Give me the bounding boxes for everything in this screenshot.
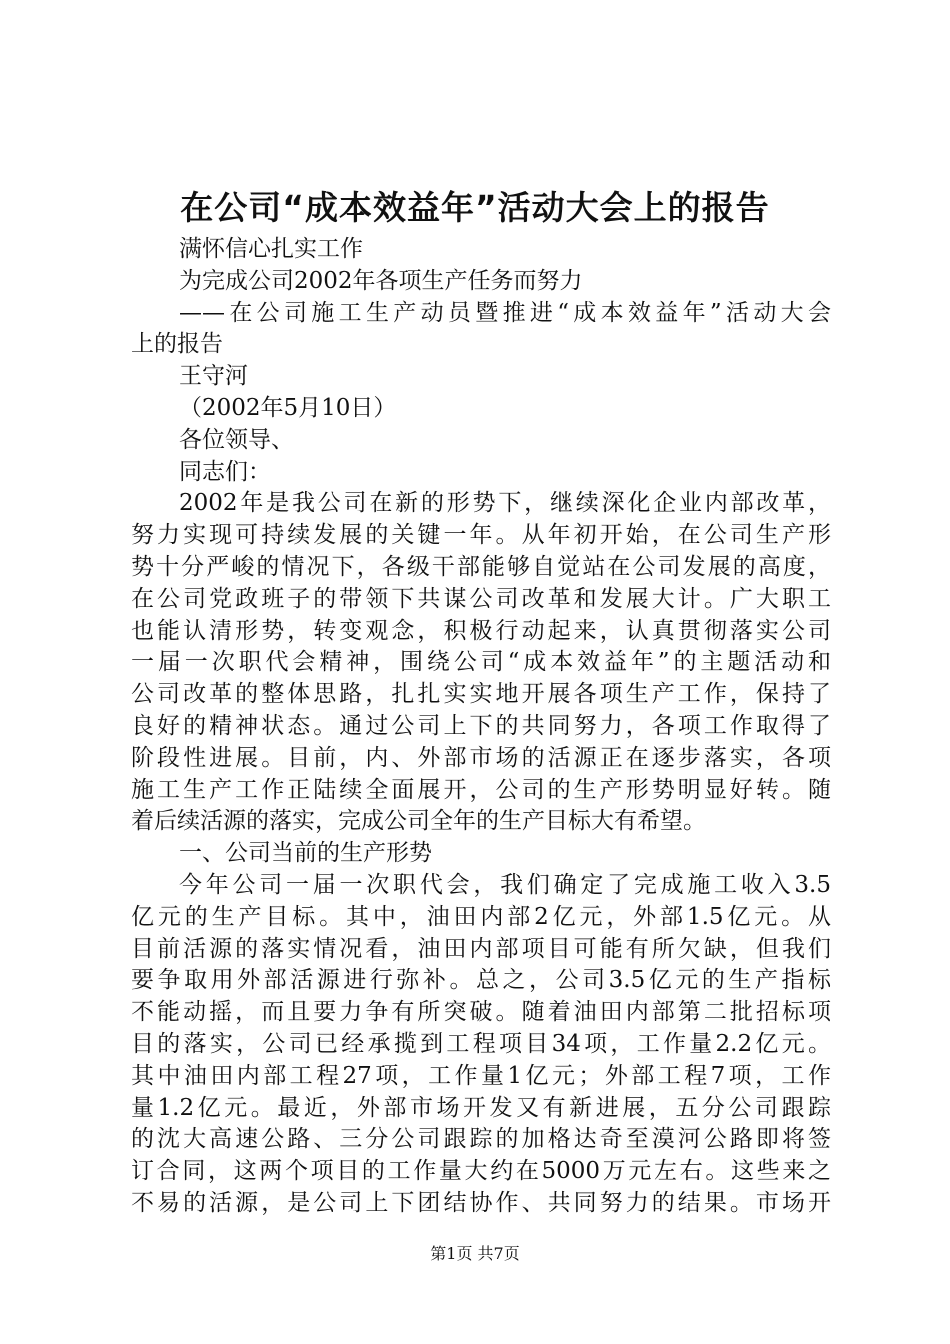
paragraph-line: 良好的精神状态。通过公司上下的共同努力，各项工作取得了	[131, 712, 831, 739]
salutation-line: 同志们：	[179, 458, 271, 485]
heading-line: 上的报告	[131, 331, 223, 358]
paragraph-line: 一届一次职代会精神，围绕公司“成本效益年”的主题活动和	[131, 649, 831, 676]
paragraph-line: 亿元的生产目标。其中，油田内部2亿元，外部1.5亿元。从	[131, 903, 831, 930]
paragraph-line: 阶段性进展。目前，内、外部市场的活源正在逐步落实，各项	[131, 744, 831, 771]
paragraph-line: 不易的活源，是公司上下团结协作、共同努力的结果。市场开	[131, 1189, 831, 1216]
document-body	[131, 234, 831, 1220]
paragraph-line: 势十分严峻的情况下，各级干部能够自觉站在公司发展的高度，	[131, 553, 831, 580]
heading-line: 为完成公司2002年各项生产任务而努力	[179, 267, 583, 294]
heading-line: 满怀信心扎实工作	[179, 236, 363, 262]
paragraph-line: 不能动摇，而且要力争有所突破。随着油田内部第二批招标项	[131, 999, 831, 1026]
heading-line: ——在公司施工生产动员暨推进“成本效益年”活动大会	[179, 299, 831, 326]
author-line: 王守河	[179, 363, 248, 390]
paragraph-line: 施工生产工作正陆续全面展开，公司的生产形势明显好转。随	[131, 776, 831, 803]
paragraph-line: 着后续活源的落实，完成公司全年的生产目标大有希望。	[131, 808, 706, 835]
paragraph-line: 目的落实，公司已经承揽到工程项目34项，工作量2.2亿元。	[131, 1030, 831, 1057]
paragraph-line: 目前活源的落实情况看，油田内部项目可能有所欠缺，但我们	[131, 935, 831, 962]
paragraph-line: 订合同，这两个项目的工作量大约在5000万元左右。这些来之	[131, 1158, 831, 1185]
paragraph-line: 今年公司一届一次职代会，我们确定了完成施工收入3.5	[179, 871, 831, 898]
paragraph-line: 其中油田内部工程27项，工作量1亿元；外部工程7项，工作	[131, 1062, 831, 1089]
page-footer: 第1页 共7页	[430, 1244, 520, 1263]
paragraph-line: 的沈大高速公路、三分公司跟踪的加格达奇至漠河公路即将签	[131, 1126, 831, 1153]
paragraph-line: 在公司党政班子的带领下共谋公司改革和发展大计。广大职工	[131, 585, 831, 612]
paragraph-line: 2002年是我公司在新的形势下，继续深化企业内部改革，	[179, 490, 831, 517]
paragraph-line: 量1.2亿元。最近，外部市场开发又有新进展，五分公司跟踪	[131, 1094, 831, 1121]
paragraph-line: 努力实现可持续发展的关键一年。从年初开始，在公司生产形	[131, 522, 831, 549]
paragraph-line: 公司改革的整体思路，扎扎实实地开展各项生产工作，保持了	[131, 681, 831, 708]
salutation-line: 各位领导、	[179, 426, 294, 453]
paragraph-line: 要争取用外部活源进行弥补。总之，公司3.5亿元的生产指标	[131, 967, 831, 994]
date-line: （2002年5月10日）	[179, 394, 397, 421]
document-title: 在公司“成本效益年”活动大会上的报告	[180, 188, 770, 227]
paragraph-line: 也能认清形势，转变观念，积极行动起来，认真贯彻落实公司	[131, 617, 831, 644]
section-heading: 一、公司当前的生产形势	[179, 840, 432, 867]
